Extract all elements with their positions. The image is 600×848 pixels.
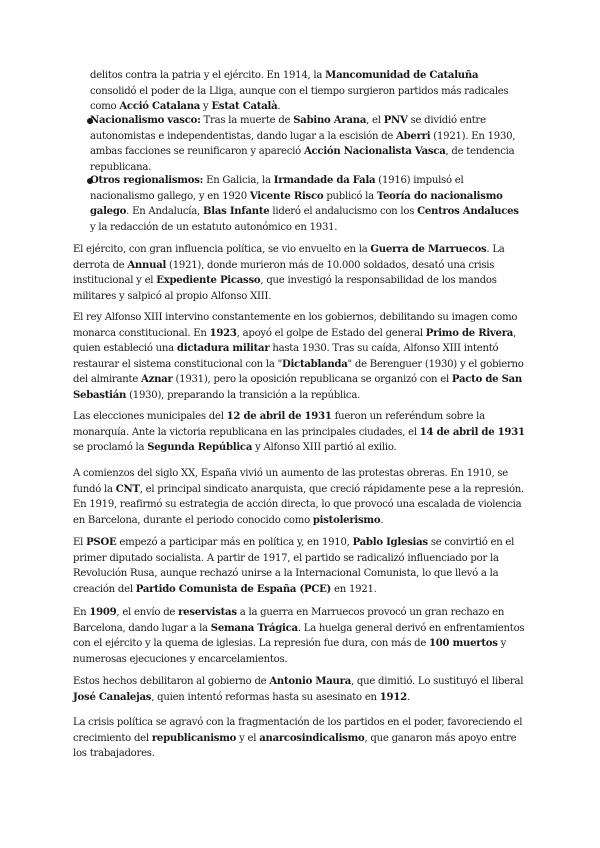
list-item-nacionalismo-vasco <box>90 113 520 175</box>
bold-term: Estat Català <box>211 101 278 113</box>
bold-term: Centros Andaluces <box>417 206 519 218</box>
text-run: y numerosas ejecuciones y encarcelamientos. <box>73 638 507 665</box>
bold-term: José Canalejas <box>73 691 152 703</box>
text-run: , que dimitió. Lo sustituyó el liberal <box>351 676 524 687</box>
text-run: se proclamó la <box>73 442 148 454</box>
text-run: se dividió entre autonomistas e independentistas, dando lugar a la escisión de <box>90 115 486 142</box>
list-item-otros-regionalismos <box>90 173 520 235</box>
paragraph-text <box>73 409 527 456</box>
bold-term: 100 muertos <box>429 638 498 650</box>
paragraph-text <box>90 113 520 175</box>
bold-term: 14 de abril de 1931 <box>419 426 525 438</box>
paragraph-text <box>73 310 527 404</box>
text-run: A comienzos del siglo XX, España vivió un aumento de las protestas obreras. En 1910, se fundó la <box>73 468 509 495</box>
text-run: delitos contra la patria y el ejército. En 1914, la <box>90 70 326 81</box>
text-run: Tras la muerte de <box>200 115 294 126</box>
text-run: hasta 1930. Tras su caída, Alfonso XIII intentó restaurar el sistema constitucional con la " <box>73 343 499 370</box>
text-run: y Alfonso XIII partió al exilio. <box>252 442 397 454</box>
text-run: en 1921. <box>331 583 377 595</box>
bold-term: Expediente Picasso <box>156 275 261 287</box>
text-run: , quien estableció una <box>73 327 517 355</box>
paragraph-text <box>90 173 520 235</box>
bold-term: Blas Infante <box>202 206 270 218</box>
bold-term: 1912 <box>379 691 407 703</box>
text-run: En Galicia, la <box>203 175 274 186</box>
bold-term: Teoría do nacionalismo galego <box>90 190 503 218</box>
paragraph-text <box>73 242 527 304</box>
bold-term: Partido Comunista de España (PCE) <box>135 583 332 595</box>
text-run: , quien intentó reformas hasta su asesinato en <box>151 691 380 703</box>
text-run: (1921), donde murieron más de 10.000 soldados, desató una crisis institucional y el <box>73 259 495 287</box>
text-run: fueron un referéndum sobre la monarquía. Ante la victoria republicana en las principales ciudades, el <box>73 411 485 438</box>
paragraph-text <box>73 674 527 705</box>
text-run: . La derrota de <box>73 244 505 271</box>
text-run: y la redacción de un estatuto autonómico en 1931. <box>90 221 338 233</box>
bold-term: PNV <box>383 115 408 126</box>
text-run: (1931), pero la oposición republicana se organizó con el <box>172 374 452 386</box>
bold-term: Pablo Iglesias <box>352 537 428 548</box>
paragraph-cnt <box>73 466 527 528</box>
paragraph-psoe <box>73 535 527 597</box>
text-run: Estos hechos debilitaron al gobierno de <box>73 676 270 687</box>
bold-term: PSOE <box>86 537 117 548</box>
bold-term: Dictablanda <box>281 358 348 370</box>
paragraph-text <box>73 466 527 528</box>
bold-term: Vicente Risco <box>249 190 324 202</box>
paragraph-text <box>73 535 527 597</box>
paragraph-guerra-marruecos <box>73 242 527 304</box>
bold-term: dictadura militar <box>176 343 270 355</box>
text-run: lideró el andalucismo con los <box>269 206 418 218</box>
bold-term: 1909 <box>89 607 117 618</box>
bold-term: reservistas <box>178 607 237 618</box>
paragraph-alfonso-xiii <box>73 310 527 404</box>
bold-term: Semana Trágica <box>210 622 298 634</box>
bold-term: 12 de abril de 1931 <box>226 411 332 422</box>
bold-term: Annual <box>127 259 167 271</box>
text-run: a la guerra en Marruecos provocó un gran rechazo en Barcelona, dando lugar a la <box>73 607 505 634</box>
bold-term: anarcosindicalismo <box>259 732 365 744</box>
text-run: El ejército, con gran influencia política, se vio envuelto en la <box>73 244 371 255</box>
text-run: Las elecciones municipales del <box>73 411 227 422</box>
text-run: (1921). En 1930, ambas facciones se reunificaron y apareció <box>90 130 516 158</box>
text-run: , el envío de <box>116 607 179 618</box>
text-run: En <box>73 607 90 618</box>
bold-term: Otros regionalismos: <box>90 175 204 186</box>
bold-term: Pacto de San Sebastián <box>73 374 522 401</box>
bold-term: republicanismo <box>151 732 237 744</box>
bold-term: Irmandade da Fala <box>273 175 376 186</box>
text-run: El rey Alfonso XIII intervino constantemente en los gobiernos, debilitando su imagen como monarca constitucional. En <box>73 312 518 339</box>
bold-term: Sabino Arana <box>293 115 367 126</box>
bold-term: Segunda República <box>147 442 253 454</box>
text-run: , que investigó la responsabilidad de los mandos militares y salpicó al propio Alfonso XIII. <box>73 275 497 302</box>
text-run: " de Berenguer (1930) y el gobierno del almirante <box>73 358 524 386</box>
paragraph-crisis-politica <box>73 715 527 762</box>
bold-term: Acció Catalana <box>119 101 201 113</box>
text-run: y <box>200 101 212 113</box>
text-run: se convirtió en el primer diputado socialista. A partir de 1917, el partido se radicalizó influenciado por la Revolución Rusa, aunque rechazó unirse a la Internacional Comunista, lo que llevó a la creación del <box>73 537 515 595</box>
bold-term: Guerra de Marruecos <box>370 244 487 255</box>
bold-term: 1923 <box>209 327 237 339</box>
bold-term: Nacionalismo vasco: <box>90 115 201 126</box>
bold-term: Antonio Maura <box>269 676 351 687</box>
text-run: La crisis política se agravó con la fragmentación de los partidos en el poder, favoreciendo el crecimiento del <box>73 717 523 744</box>
text-run: y el <box>236 732 260 744</box>
text-run: , el principal sindicato anarquista, que creció rápidamente pese a la represión. En 1919, reafirmó su estrategia de acción directa, lo que provocó una escalada de violencia en Barcelona, durante el periodo conocido como <box>73 483 524 526</box>
bold-term: Mancomunidad de Cataluña <box>325 70 479 81</box>
text-run: empezó a participar más en política y, en 1910, <box>116 537 353 548</box>
text-run: . En Andalucía, <box>126 206 203 218</box>
text-run: , que ganaron más apoyo entre los trabajadores. <box>73 732 517 760</box>
paragraph-text <box>90 68 520 115</box>
text-run: (1930), preparando la transición a la república. <box>126 389 361 401</box>
text-run: El <box>73 537 87 548</box>
bold-term: Aznar <box>141 374 173 386</box>
paragraph-text <box>73 715 527 762</box>
text-run: consolidó el poder de la Lliga, aunque con el tiempo surgieron partidos más radicales como <box>90 85 509 113</box>
list-item-cataluna-continued <box>90 68 520 115</box>
text-run: . La huelga general derivó en enfrentamientos con el ejército y la quema de iglesias. La represión fue dura, con más de <box>73 622 525 650</box>
bold-term: pistolerismo <box>312 514 381 526</box>
bold-term: Aberri <box>396 130 431 142</box>
paragraph-elecciones-1931 <box>73 409 527 456</box>
text-run: publicó la <box>323 190 377 202</box>
paragraph-text <box>73 605 527 667</box>
text-run: , el <box>366 115 384 126</box>
text-run: , apoyó el golpe de Estado del general <box>236 327 426 339</box>
bold-term: Primo de Rivera <box>425 327 514 339</box>
paragraph-maura-canalejas <box>73 674 527 705</box>
paragraph-semana-tragica <box>73 605 527 667</box>
text-run: (1916) impulsó el nacionalismo gallego, y en 1920 <box>90 175 464 202</box>
bold-term: Acción Nacionalista Vasca <box>303 146 446 158</box>
text-run: . <box>380 514 384 526</box>
text-run: , de tendencia republicana. <box>90 146 515 173</box>
text-run: . <box>406 691 410 703</box>
text-run: . <box>277 101 281 113</box>
bold-term: CNT <box>115 483 140 495</box>
